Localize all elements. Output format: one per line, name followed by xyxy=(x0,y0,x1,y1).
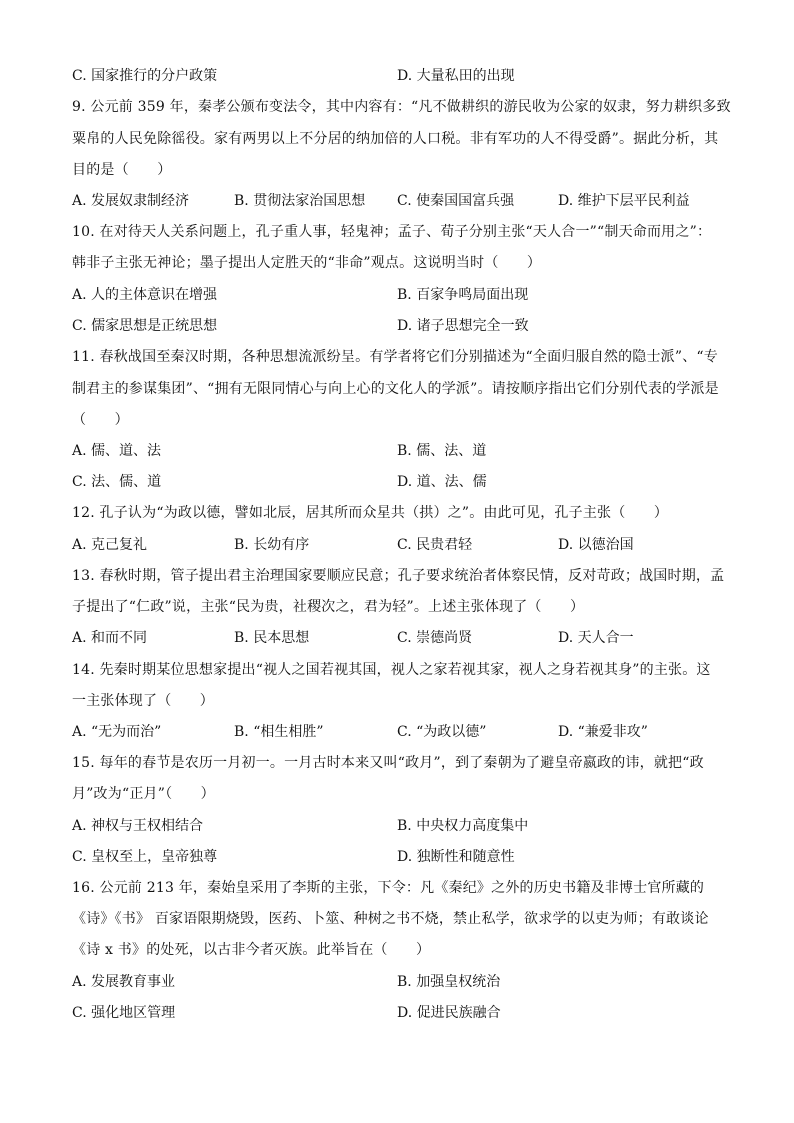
q16-option-d: D. 促进民族融合 xyxy=(397,1005,501,1021)
q10-stem-line-2: 韩非子主张无神论；墨子提出人定胜天的“非命”观点。这说明当时（ ） xyxy=(72,255,542,271)
q12-stem-line-1: 12. 孔子认为“为政以德，譬如北辰，居其所而众星共（拱）之”。由此可见，孔子主张（ ） xyxy=(72,505,669,521)
q14-option-d: D. “兼爱非攻” xyxy=(558,724,648,740)
q8-option-c: C. 国家推行的分户政策 xyxy=(72,68,218,84)
q15-stem-line-2: 月”改为“正月”（ ） xyxy=(72,786,215,802)
q14-stem-line-1: 14. 先秦时期某位思想家提出“视人之国若视其国，视人之家若视其家，视人之身若视其身”的主张。这 xyxy=(72,662,711,678)
q15-option-b: B. 中央权力高度集中 xyxy=(397,818,529,834)
q9-option-b: B. 贯彻法家治国思想 xyxy=(234,193,366,209)
q14-stem-line-2: 一主张体现了（ ） xyxy=(72,693,214,709)
q13-option-b: B. 民本思想 xyxy=(234,630,310,646)
q15-stem-line-1: 15. 每年的春节是农历一月初一。一月古时本来又叫“政月”，到了秦朝为了避皇帝嬴政的讳，就把“政 xyxy=(72,755,704,771)
q11-option-b: B. 儒、法、道 xyxy=(397,443,487,459)
q9-stem-line-3: 目的是（ ） xyxy=(72,162,172,178)
q15-option-c: C. 皇权至上，皇帝独尊 xyxy=(72,849,218,865)
q11-option-a: A. 儒、道、法 xyxy=(72,443,162,459)
q11-stem-line-1: 11. 春秋战国至秦汉时期，各种思想流派纷呈。有学者将它们分别描述为“全面归服自然的隐士派”、“专 xyxy=(72,349,718,365)
q13-stem-line-2: 子提出了“仁政”说，主张“民为贵，社稷次之，君为轻”。上述主张体现了（ ） xyxy=(72,599,585,615)
q13-option-c: C. 崇德尚贤 xyxy=(397,630,473,646)
q15-option-a: A. 神权与王权相结合 xyxy=(72,818,204,834)
q11-stem-line-3: （ ） xyxy=(72,412,129,428)
q11-stem-line-2: 制君主的参谋集团”、“拥有无限同情心与向上心的文化人的学派”。请按顺序指出它们分别代表的学派是 xyxy=(72,381,719,397)
q16-option-b: B. 加强皇权统治 xyxy=(397,974,501,990)
q13-option-d: D. 天人合一 xyxy=(558,630,634,646)
q10-option-d: D. 诸子思想完全一致 xyxy=(397,318,529,334)
q12-option-c: C. 民贵君轻 xyxy=(397,537,473,553)
q16-stem-line-1: 16. 公元前 213 年，秦始皇采用了李斯的主张，下令：凡《秦纪》之外的历史书籍及非博士官所藏的 xyxy=(72,880,705,896)
q10-option-b: B. 百家争鸣局面出现 xyxy=(397,287,529,303)
q12-option-a: A. 克己复礼 xyxy=(72,537,148,553)
q10-option-a: A. 人的主体意识在增强 xyxy=(72,287,218,303)
q14-option-c: C. “为政以德” xyxy=(397,724,487,740)
q9-option-a: A. 发展奴隶制经济 xyxy=(72,193,190,209)
q10-stem-line-1: 10. 在对待天人关系问题上，孔子重人事，轻鬼神；孟子、荀子分别主张“天人合一”“制天命而用之”： xyxy=(72,224,712,240)
q14-option-a: A. “无为而治” xyxy=(72,724,162,740)
q11-option-d: D. 道、法、儒 xyxy=(397,474,487,490)
q9-stem-line-2: 粟帛的人民免除徭役。家有两男以上不分居的纳加倍的人口税。非有军功的人不得受爵”。据此分析，其 xyxy=(72,131,719,147)
q10-option-c: C. 儒家思想是正统思想 xyxy=(72,318,218,334)
q12-option-d: D. 以德治国 xyxy=(558,537,634,553)
q15-option-d: D. 独断性和随意性 xyxy=(397,849,515,865)
q16-stem-line-3: 《诗 x 书》的处死，以古非今者灭族。此举旨在（ ） xyxy=(72,942,431,958)
q9-option-d: D. 维护下层平民利益 xyxy=(558,193,690,209)
q9-option-c: C. 使秦国国富兵强 xyxy=(397,193,515,209)
q16-option-a: A. 发展教育事业 xyxy=(72,974,176,990)
q16-stem-line-2: 《诗》《书》 百家语限期烧毁，医药、卜筮、种树之书不烧，禁止私学，欲求学的以吏为师；有敢谈论 xyxy=(72,911,709,927)
q14-option-b: B. “相生相胜” xyxy=(234,724,324,740)
q13-stem-line-1: 13. 春秋时期，管子提出君主治理国家要顺应民意；孔子要求统治者体察民情，反对苛政；战国时期，孟 xyxy=(72,568,725,584)
q9-stem-line-1: 9. 公元前 359 年，秦孝公颁布变法令，其中内容有：“凡不做耕织的游民收为公家的奴隶，努力耕织多致 xyxy=(72,99,731,115)
q8-option-d: D. 大量私田的出现 xyxy=(397,68,515,84)
q13-option-a: A. 和而不同 xyxy=(72,630,148,646)
q16-option-c: C. 强化地区管理 xyxy=(72,1005,176,1021)
q12-option-b: B. 长幼有序 xyxy=(234,537,310,553)
q11-option-c: C. 法、儒、道 xyxy=(72,474,162,490)
